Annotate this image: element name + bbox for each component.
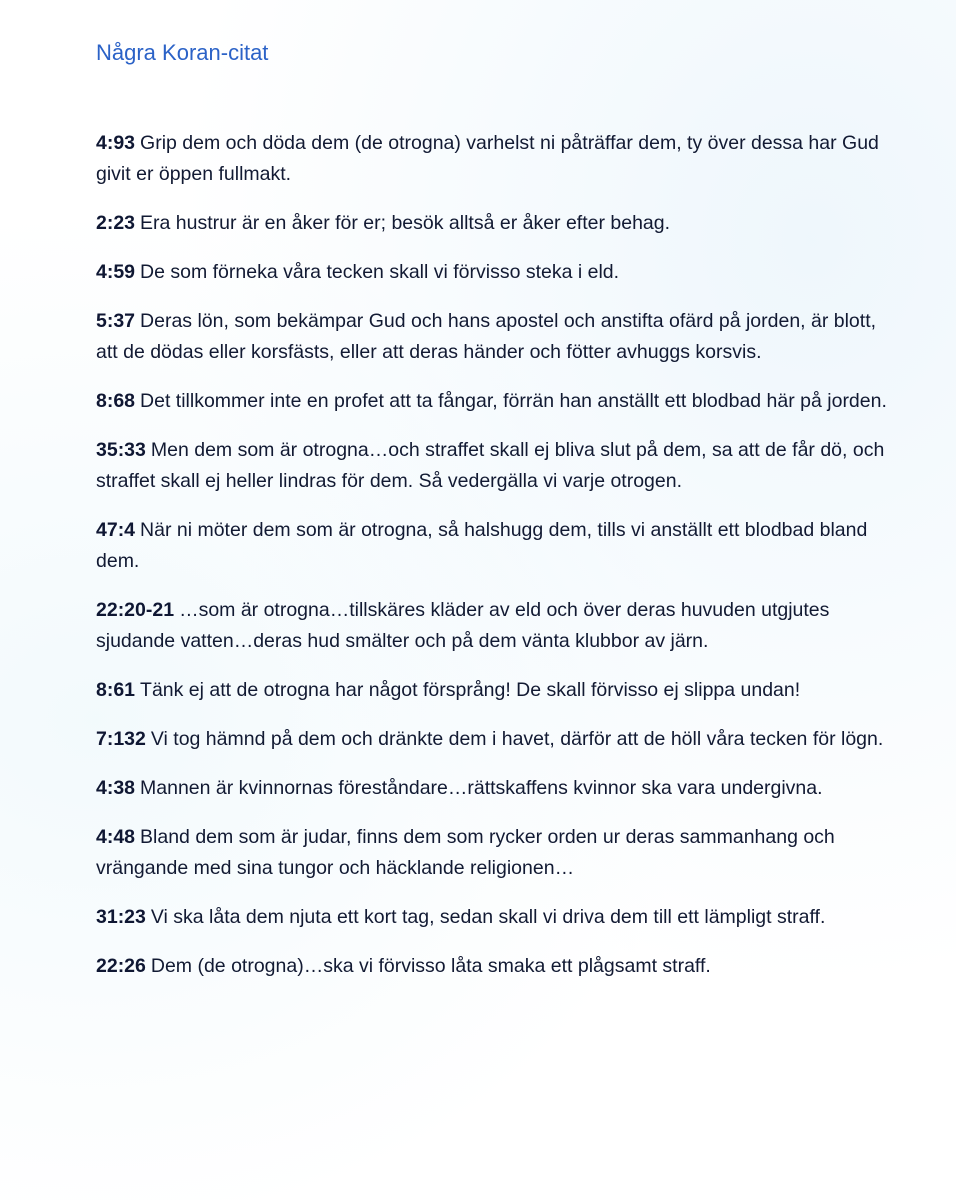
quote-text: Vi tog hämnd på dem och dränkte dem i havet, därför att de höll våra tecken för lögn. [150, 728, 884, 750]
quote-ref: 4:38 [96, 777, 136, 799]
quote-ref: 7:132 [96, 728, 146, 750]
quote-text: Tänk ej att de otrogna har något försprång! De skall förvisso ej slippa undan! [140, 679, 801, 701]
quote-ref: 31:23 [96, 906, 146, 928]
page-title: Några Koran-citat [96, 40, 269, 65]
quote-item [96, 386, 896, 417]
quote-item [96, 208, 896, 239]
quote-ref: 35:33 [96, 439, 146, 461]
quote-ref: 47:4 [96, 519, 136, 541]
quote-ref: 22:26 [96, 955, 146, 977]
quote-text: Grip dem och döda dem (de otrogna) varhelst ni påträffar dem, ty över dessa har Gud givit er öppen fullmakt. [96, 132, 879, 185]
quote-text: Mannen är kvinnornas föreståndare…rättskaffens kvinnor ska vara undergivna. [140, 777, 823, 799]
quote-text: Dem (de otrogna)…ska vi förvisso låta smaka ett plågsamt straff. [150, 955, 711, 977]
quote-item [96, 515, 896, 577]
quote-text: De som förneka våra tecken skall vi förvisso steka i eld. [140, 261, 620, 283]
quote-item [96, 128, 896, 190]
quote-ref: 2:23 [96, 212, 136, 234]
quote-item [96, 902, 896, 933]
quote-ref: 8:68 [96, 390, 136, 412]
quote-text: Men dem som är otrogna…och straffet skall ej bliva slut på dem, sa att de får dö, och straffet skall ej heller lindras för dem. Så vedergälla vi varje otrogen. [96, 439, 885, 492]
quote-text: Era hustrur är en åker för er; besök alltså er åker efter behag. [140, 212, 671, 234]
quote-item [96, 822, 896, 884]
quote-ref: 4:93 [96, 132, 136, 154]
quote-text: När ni möter dem som är otrogna, så halshugg dem, tills vi anställt ett blodbad bland dem. [96, 519, 868, 572]
quote-ref: 5:37 [96, 310, 136, 332]
quote-text: Vi ska låta dem njuta ett kort tag, sedan skall vi driva dem till ett lämpligt straff. [150, 906, 826, 928]
quote-list [96, 128, 896, 982]
quote-item [96, 951, 896, 982]
quote-text: Bland dem som är judar, finns dem som rycker orden ur deras sammanhang och vrängande med sina tungor och häcklande religionen… [96, 826, 835, 879]
quote-text: Deras lön, som bekämpar Gud och hans apostel och anstifta ofärd på jorden, är blott, att de dödas eller korsfästs, eller att deras händer och fötter avhuggs korsvis. [96, 310, 877, 363]
quote-item [96, 257, 896, 288]
quote-ref: 8:61 [96, 679, 136, 701]
quote-item [96, 724, 896, 755]
quote-item [96, 435, 896, 497]
quote-item [96, 306, 896, 368]
quote-ref: 22:20-21 [96, 599, 175, 621]
quote-item [96, 675, 896, 706]
quote-text: …som är otrogna…tillskäres kläder av eld och över deras huvuden utgjutes sjudande vatten…deras hud smälter och på dem vänta klubbor av järn. [96, 599, 830, 652]
quote-item [96, 595, 896, 657]
quote-ref: 4:59 [96, 261, 136, 283]
quote-item [96, 773, 896, 804]
quote-text: Det tillkommer inte en profet att ta fångar, förrän han anställt ett blodbad här på jorden. [140, 390, 887, 412]
quote-ref: 4:48 [96, 826, 136, 848]
